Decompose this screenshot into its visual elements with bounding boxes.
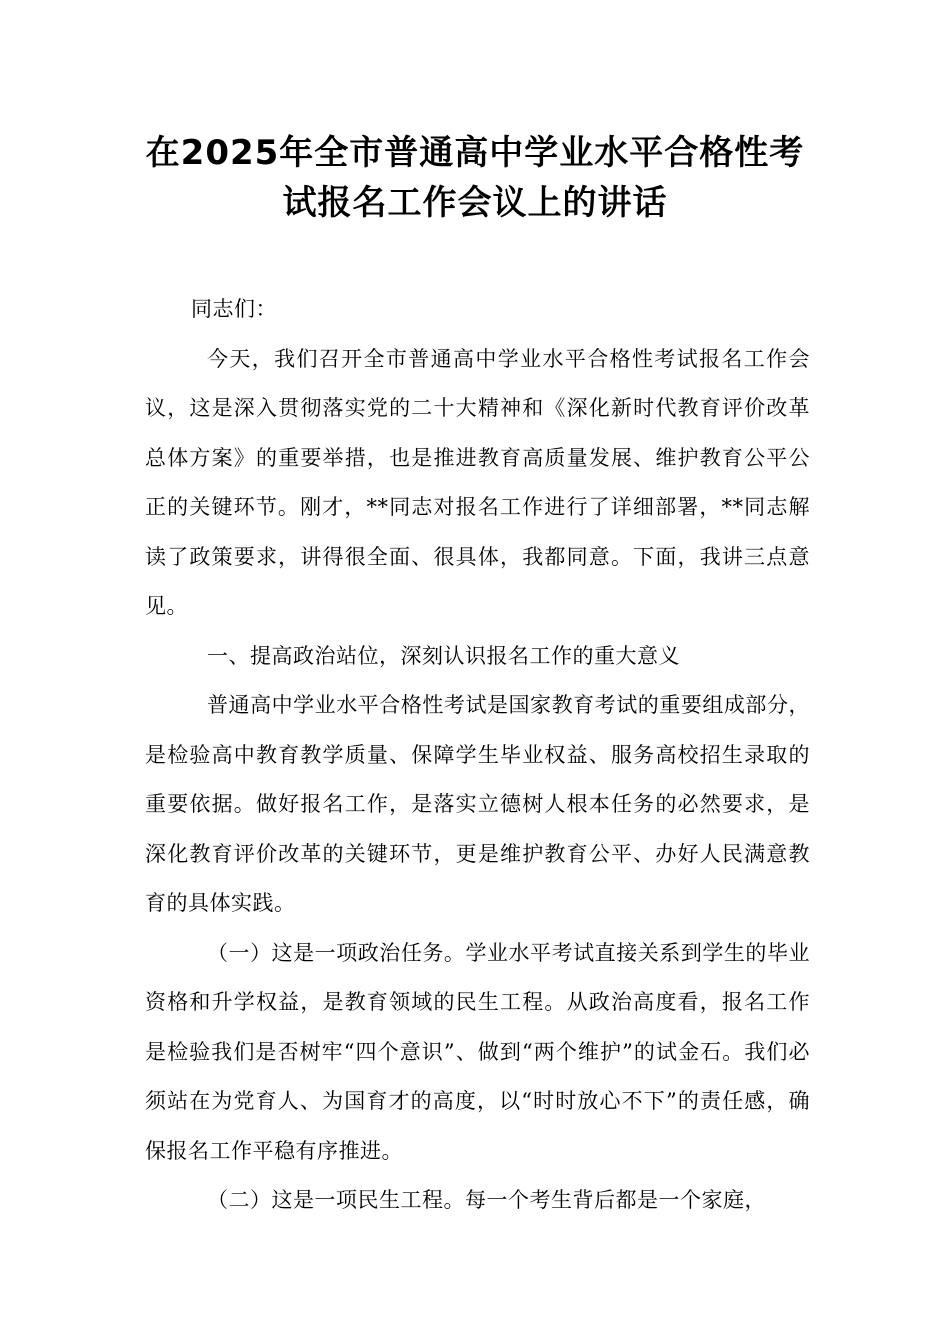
section-heading-1: 一、提高政治站位，深刻认识报名工作的重大意义 [207,643,680,668]
document-title [120,128,830,228]
paragraph-livelihood: （二）这是一项民生工程。每一个考生背后都是一个家庭， [207,1188,766,1212]
greeting: 同志们： [191,297,277,321]
title-line-2: 试报名工作会议上的讲话 [282,183,668,223]
document-body [145,285,810,1226]
paragraph-political-task: （一）这是一项政治任务。学业水平考试直接关系到学生的毕业资格和升学权益，是教育领域的民生工程。从政治高度看，报名工作是检验我们是否树牢“四个意识”、做到“两个维护”的试金石。我们必须站在为党育人、为国育才的高度，以“时时放心不下”的责任感，确保报名工作平稳有序推进。 [145,940,810,1163]
paragraph-significance: 普通高中学业水平合格性考试是国家教育考试的重要组成部分，是检验高中教育教学质量、保障学生毕业权益、服务高校招生录取的重要依据。做好报名工作，是落实立德树人根本任务的必然要求，是深化教育评价改革的关键环节，更是维护教育公平、办好人民满意教育的具体实践。 [145,693,810,915]
title-line-1: 在2025年全市普通高中学业水平合格性考 [145,133,805,173]
paragraph-intro: 今天，我们召开全市普通高中学业水平合格性考试报名工作会议，这是深入贯彻落实党的二十大精神和《深化新时代教育评价改革总体方案》的重要举措，也是推进教育高质量发展、维护教育公平公正的关键环节。刚才，**同志对报名工作进行了详细部署，**同志解读了政策要求，讲得很全面、很具体，我都同意。下面，我讲三点意见。 [145,346,810,618]
